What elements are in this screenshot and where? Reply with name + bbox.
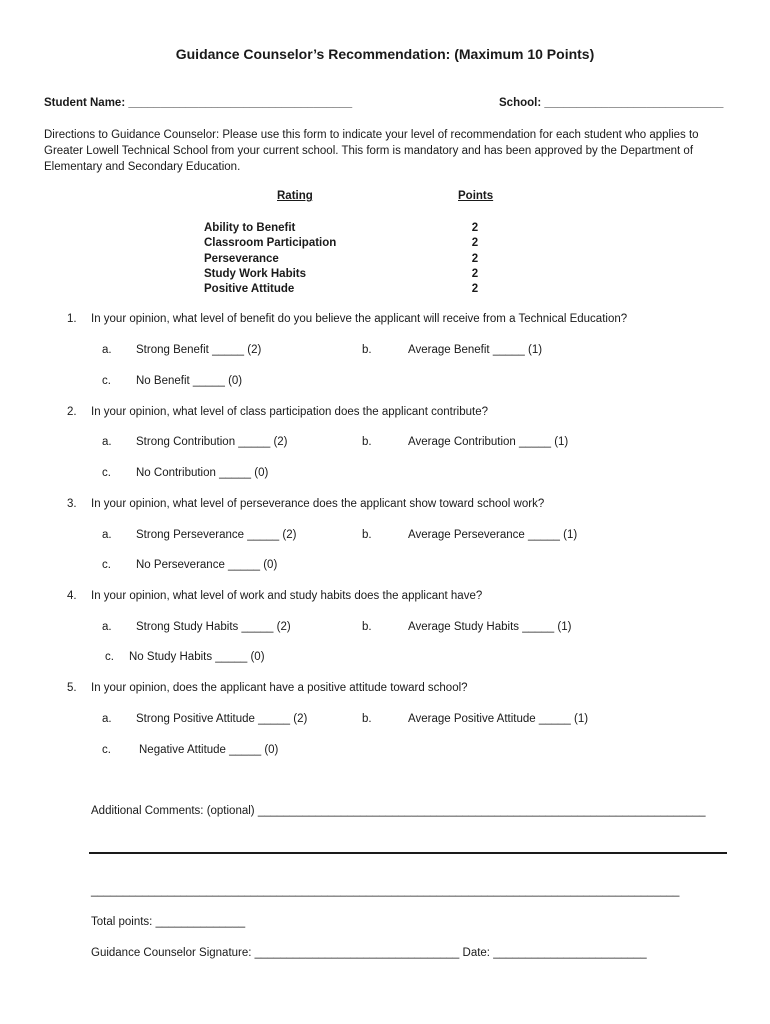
points-value: 2: [471, 267, 479, 280]
option-average[interactable]: Average Positive Attitude _____ (1): [408, 713, 589, 725]
option-letter: b.: [362, 529, 372, 541]
rating-list: [204, 221, 336, 297]
rating-item: Perseverance: [204, 252, 279, 265]
option-none[interactable]: No Perseverance _____ (0): [136, 559, 278, 571]
question-number: 5.: [67, 682, 77, 694]
rating-header: Rating: [277, 190, 313, 202]
points-list: [470, 221, 480, 297]
option-average[interactable]: Average Study Habits _____ (1): [408, 621, 572, 633]
option-none[interactable]: Negative Attitude _____ (0): [139, 744, 279, 756]
option-letter: a.: [102, 529, 112, 541]
option-none[interactable]: No Study Habits _____ (0): [129, 651, 265, 663]
question-text: In your opinion, does the applicant have a positive attitude toward school?: [91, 682, 468, 694]
directions-text: Directions to Guidance Counselor: Please use this form to indicate your level of recommendation for each student who applies to Greater Lowell Technical School from your current school. This form is mandatory and has been approved by the Department of Elementary and Secondary Education.: [44, 129, 699, 173]
points-value: 2: [471, 222, 479, 234]
option-letter: a.: [102, 713, 112, 725]
question-number: 2.: [67, 406, 77, 418]
rating-item: Ability to Benefit: [204, 222, 296, 234]
additional-comments-field[interactable]: Additional Comments: (optional) ______________________________________________________________________: [91, 805, 706, 817]
option-average[interactable]: Average Perseverance _____ (1): [408, 529, 578, 541]
question-text: In your opinion, what level of perseverance does the applicant show toward school work?: [91, 498, 545, 510]
option-letter: b.: [362, 621, 372, 633]
option-none[interactable]: No Contribution _____ (0): [136, 467, 269, 479]
option-letter: b.: [362, 713, 372, 725]
option-strong[interactable]: Strong Contribution _____ (2): [136, 436, 288, 448]
option-letter: c.: [105, 651, 114, 663]
option-average[interactable]: Average Contribution _____ (1): [408, 436, 569, 448]
option-letter: c.: [102, 375, 111, 387]
rating-item: Study Work Habits: [204, 267, 307, 280]
signature-date-field[interactable]: Guidance Counselor Signature: ________________________________ Date: ________________________: [91, 947, 647, 959]
points-value: 2: [471, 237, 479, 250]
question-text: In your opinion, what level of work and study habits does the applicant have?: [91, 590, 483, 602]
school-field[interactable]: School: ____________________________: [499, 97, 724, 109]
divider-line: [89, 852, 727, 854]
question-number: 4.: [67, 590, 77, 602]
points-value: 2: [471, 252, 479, 265]
option-strong[interactable]: Strong Study Habits _____ (2): [136, 621, 291, 633]
question-text: In your opinion, what level of benefit do you believe the applicant will receive from a Technical Education?: [91, 313, 628, 325]
option-letter: b.: [362, 436, 372, 448]
option-letter: b.: [362, 344, 372, 356]
option-letter: c.: [102, 559, 111, 571]
option-strong[interactable]: Strong Benefit _____ (2): [136, 344, 262, 356]
option-average[interactable]: Average Benefit _____ (1): [408, 344, 543, 356]
option-letter: a.: [102, 621, 112, 633]
question-text: In your opinion, what level of class participation does the applicant contribute?: [91, 406, 488, 418]
comment-line-field[interactable]: ____________________________________________________________________________________________: [91, 885, 680, 897]
option-letter: a.: [102, 344, 112, 356]
rating-item: Positive Attitude: [204, 283, 295, 296]
option-strong[interactable]: Strong Perseverance _____ (2): [136, 529, 297, 541]
student-name-field[interactable]: Student Name: ___________________________________: [44, 97, 353, 109]
rating-item: Classroom Participation: [204, 237, 337, 250]
total-points-field[interactable]: Total points: ______________: [91, 916, 246, 928]
option-letter: c.: [102, 467, 111, 479]
question-number: 1.: [67, 313, 77, 325]
page-title: Guidance Counselor’s Recommendation: (Maximum 10 Points): [175, 46, 595, 62]
option-letter: a.: [102, 436, 112, 448]
points-header: Points: [458, 190, 494, 202]
question-number: 3.: [67, 498, 77, 510]
option-strong[interactable]: Strong Positive Attitude _____ (2): [136, 713, 308, 725]
option-none[interactable]: No Benefit _____ (0): [136, 375, 243, 387]
option-letter: c.: [102, 744, 111, 756]
points-value: 2: [471, 283, 479, 296]
